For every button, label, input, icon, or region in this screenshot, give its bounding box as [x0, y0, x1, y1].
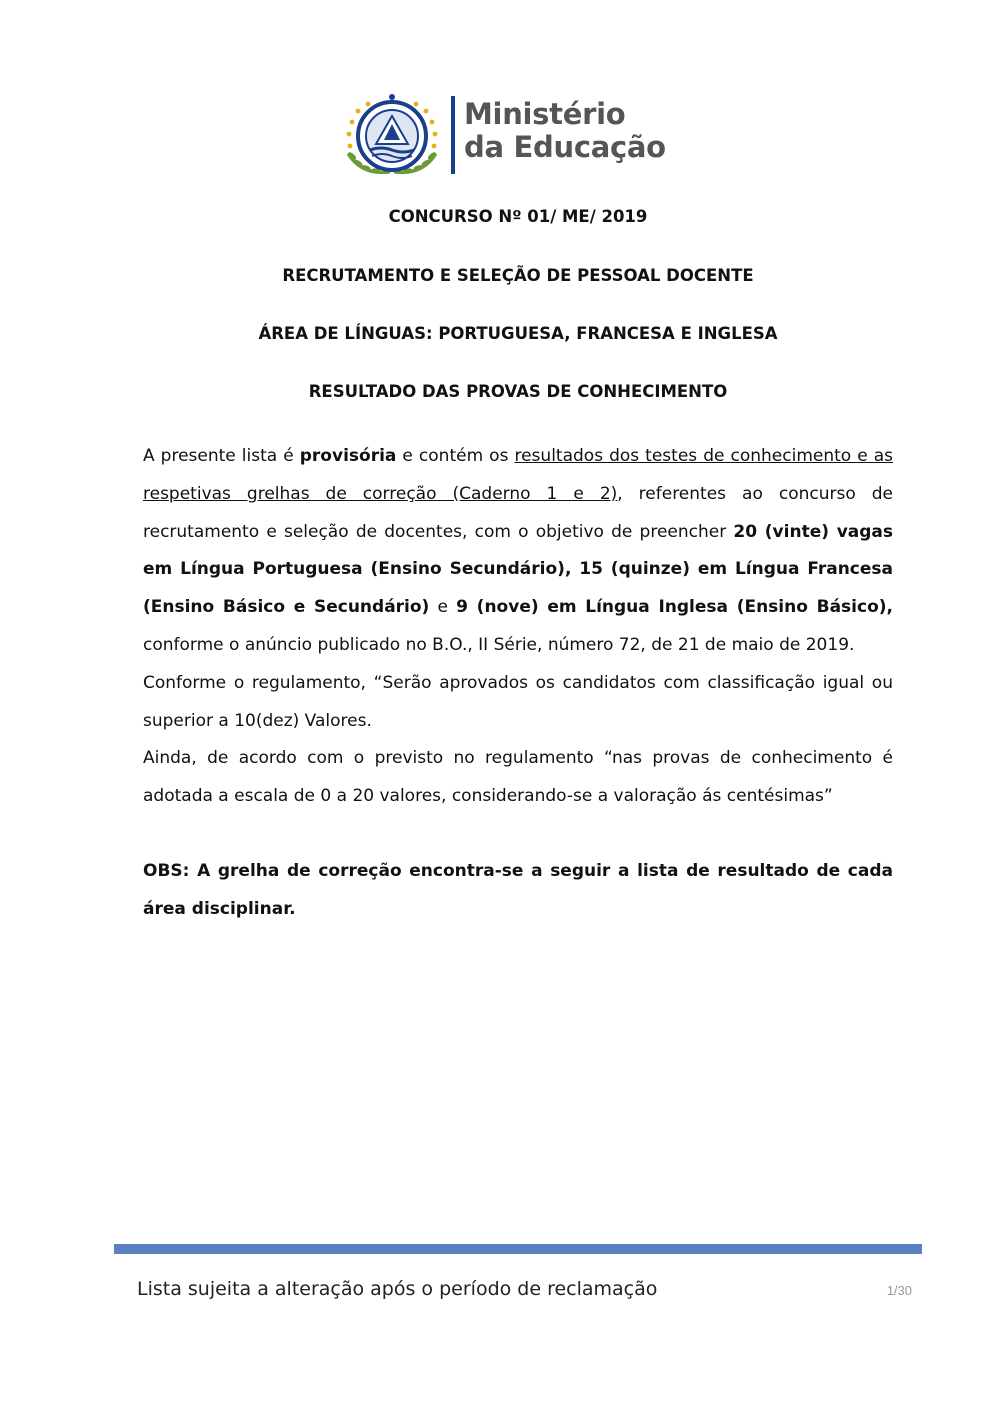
languages-area-heading: ÁREA DE LÍNGUAS: PORTUGUESA, FRANCESA E INGLESA: [258, 324, 778, 343]
contest-number-heading: CONCURSO Nº 01/ ME/ 2019: [388, 207, 648, 226]
results-heading: RESULTADO DAS PROVAS DE CONHECIMENTO: [308, 382, 728, 401]
page-number: 1/30: [886, 1283, 912, 1298]
english-vacancies-emphasis: 9 (nove) em Língua Inglesa (Ensino Básico),: [456, 597, 893, 618]
scale-paragraph: Ainda, de acordo com o previsto no regulamento “nas provas de conhecimento é adotada a escala de 0 a 20 valores, considerando-se a valoração ás centésimas”: [143, 748, 893, 807]
provisional-emphasis: provisória: [299, 446, 397, 466]
vacancies-emphasis: 20 (vinte) vagas em Língua Portuguesa (Ensino Secundário), 15 (quinze) em Língua Francesa (Ensino Básico e Secundário): [143, 521, 894, 618]
intro-text-4: e: [429, 597, 457, 618]
coat-of-arms-icon: [340, 92, 444, 178]
footer-rule: [114, 1244, 922, 1254]
intro-text-3: , referentes ao concurso de recrutamento e seleção de docentes, com o objetivo de preencher: [143, 483, 893, 542]
intro-text-1: A presente lista é: [143, 446, 300, 466]
intro-paragraph: [143, 438, 893, 665]
intro-text-5: conforme o anúncio publicado no B.O., II Série, número 72, de 21 de maio de 2019.: [143, 634, 855, 655]
logo-wordmark: [464, 98, 666, 164]
footer-note: Lista sujeita a alteração após o período de reclamação: [137, 1278, 658, 1300]
logo-divider: [451, 96, 455, 174]
recruitment-heading: RECRUTAMENTO E SELEÇÃO DE PESSOAL DOCENTE: [282, 266, 754, 285]
regulation-paragraph: Conforme o regulamento, “Serão aprovados os candidatos com classificação igual ou superior a 10(dez) Valores.: [143, 672, 893, 731]
ministry-logo: [340, 92, 700, 178]
intro-text-2: e contém os: [396, 446, 515, 466]
results-underlined: resultados dos testes de conhecimento e as respetivas grelhas de correção (Caderno 1 e 2): [143, 446, 893, 504]
logo-line-1: Ministério: [464, 97, 626, 131]
logo-line-2: da Educação: [464, 130, 666, 164]
document-body: [143, 438, 893, 816]
observation-note: OBS: A grelha de correção encontra-se a seguir a lista de resultado de cada área disciplinar.: [143, 861, 893, 919]
